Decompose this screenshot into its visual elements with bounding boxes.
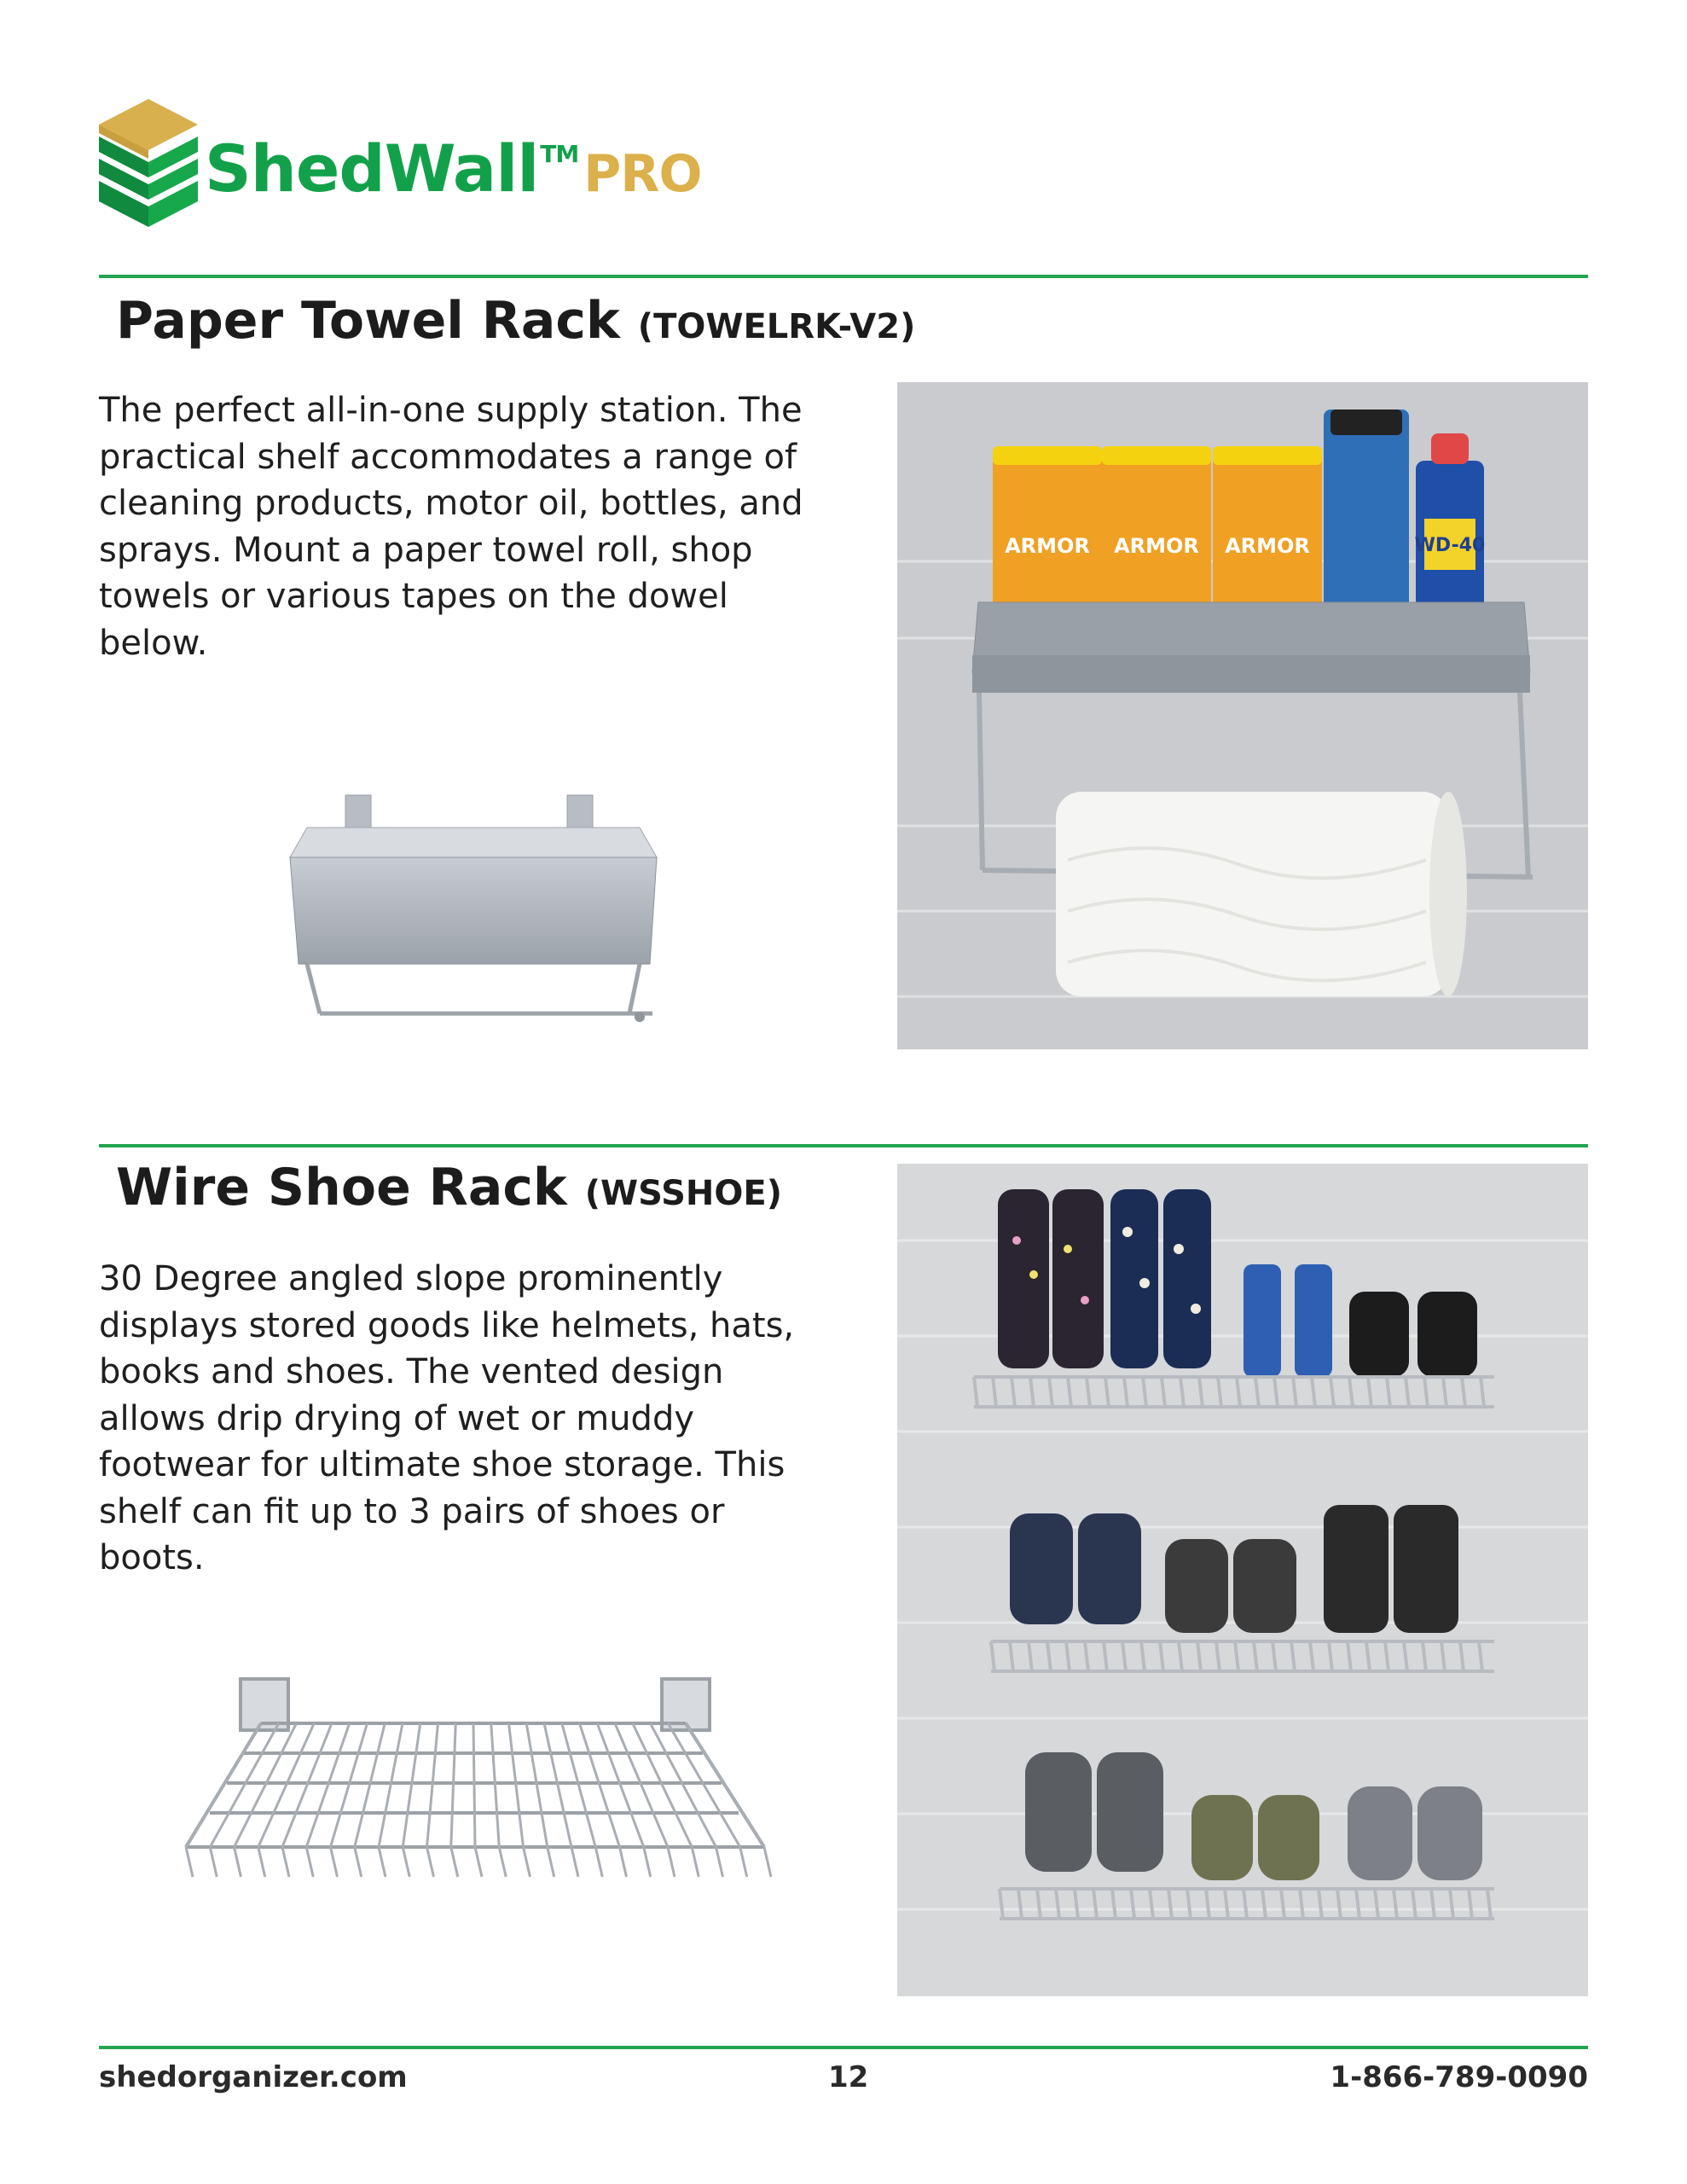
section-divider bbox=[99, 1144, 1588, 1147]
trademark: TM bbox=[540, 140, 579, 168]
wire-shoe-rack-photo bbox=[897, 1164, 1588, 1996]
section1-title: Paper Towel Rack bbox=[116, 291, 620, 351]
section1-code: (TOWELRK-V2) bbox=[637, 307, 916, 346]
section2-title: Wire Shoe Rack bbox=[116, 1158, 567, 1217]
photo-label: ARMOR bbox=[1114, 534, 1199, 558]
photo-label: WD-40 bbox=[1414, 535, 1486, 556]
footer-divider bbox=[99, 2046, 1588, 2049]
photo-label: ARMOR bbox=[1225, 534, 1310, 558]
page-number: 12 bbox=[828, 2060, 869, 2094]
section1-heading bbox=[116, 291, 916, 351]
section2-description: 30 Degree angled slope prominently displays stored goods like helmets, hats, books and shoes. The vented design allows drip drying of wet or muddy footwear for ultimate shoe storage. This shelf can fit up to 3 pairs of shoes or boots. bbox=[99, 1259, 795, 1577]
brand-pro: PRO bbox=[583, 144, 702, 204]
section1-description: The perfect all-in-one supply station. The practical shelf accommodates a range of cleaning products, motor oil, bottles, and sprays. Mount a paper towel roll, shop towels or various tapes on the dowel below. bbox=[99, 391, 803, 663]
section2-code: (WSSHOE) bbox=[584, 1174, 783, 1213]
brand-word: ShedWall bbox=[205, 131, 539, 206]
footer-phone: 1-866-789-0090 bbox=[1330, 2060, 1588, 2094]
paper-towel-rack-photo bbox=[897, 382, 1588, 1049]
wire-shoe-rack-product-image bbox=[176, 1672, 778, 1894]
section2-heading bbox=[116, 1158, 783, 1217]
photo-label: ARMOR bbox=[1005, 534, 1090, 558]
footer-website: shedorganizer.com bbox=[99, 2060, 408, 2094]
brand-name bbox=[205, 131, 702, 206]
paper-towel-rack-product-image bbox=[273, 793, 674, 1024]
shedwall-logo-icon bbox=[99, 99, 198, 227]
section-divider bbox=[99, 275, 1588, 278]
